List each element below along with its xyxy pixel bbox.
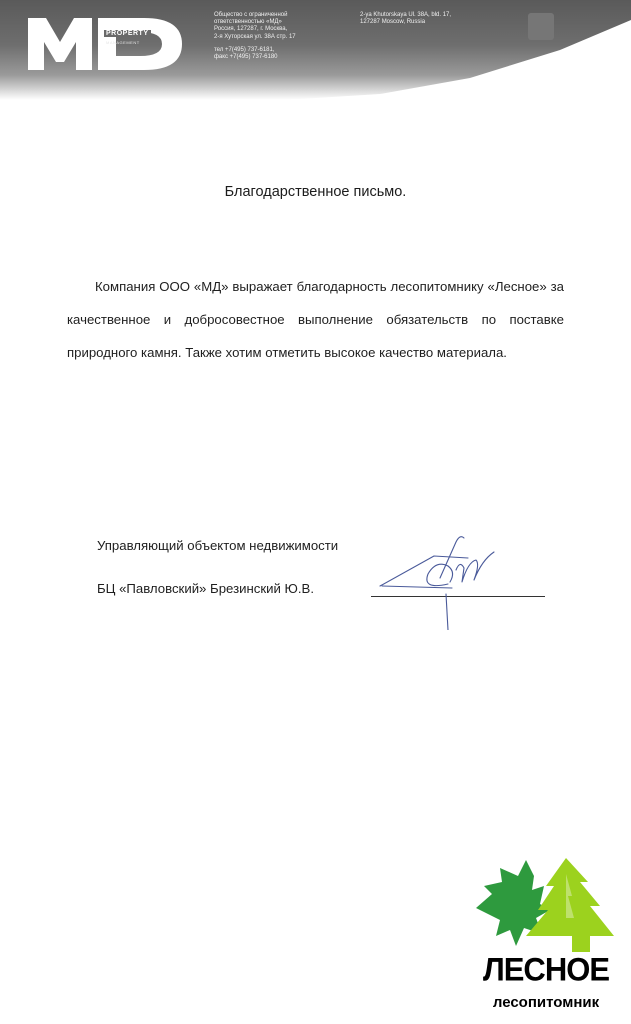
logo-property-word: PROPERTY bbox=[106, 30, 149, 37]
company-address-line: Общество с ограниченной bbox=[214, 12, 288, 18]
nursery-tree-logo-icon bbox=[470, 856, 620, 956]
letterhead-square-mark bbox=[528, 13, 554, 40]
letter-title: Благодарственное письмо. bbox=[224, 184, 407, 200]
signatory-name: БЦ «Павловский» Брезинский Ю.В. bbox=[97, 581, 314, 596]
letter-body: Компания ООО «МД» выражает благодарность лесопитомнику «Лесное» за качественное и добросовестное выполнение обязательств по поставке природного камня. Также хотим отметить высокое качество материала. bbox=[67, 279, 564, 360]
company-fax: факс +7(495) 737-6180 bbox=[214, 54, 278, 61]
company-address-ru bbox=[214, 12, 296, 61]
company-address-line: Россия, 127287, г. Москва, bbox=[214, 26, 288, 33]
company-address-en bbox=[360, 12, 451, 26]
company-address-line: ответственностью «МД» bbox=[214, 19, 282, 26]
nursery-subtitle: лесопитомник bbox=[492, 994, 600, 1011]
logo-management-word: MANAGEMENT bbox=[106, 40, 140, 45]
signatory-role: Управляющий объектом недвижимости bbox=[97, 538, 339, 553]
handwritten-signature bbox=[376, 530, 498, 630]
company-address-en-line: 127287 Moscow, Russia bbox=[360, 19, 426, 26]
nursery-name: ЛЕСНОЕ bbox=[483, 951, 609, 988]
company-phone: тел +7(495) 737-6181, bbox=[214, 46, 275, 53]
company-address-line: 2-я Хуторская ул. 38А стр. 17 bbox=[214, 33, 296, 40]
md-logo-m bbox=[28, 18, 92, 70]
company-address-en-line: 2-ya Khutorskaya Ul. 38A, bld. 17, bbox=[360, 12, 452, 18]
